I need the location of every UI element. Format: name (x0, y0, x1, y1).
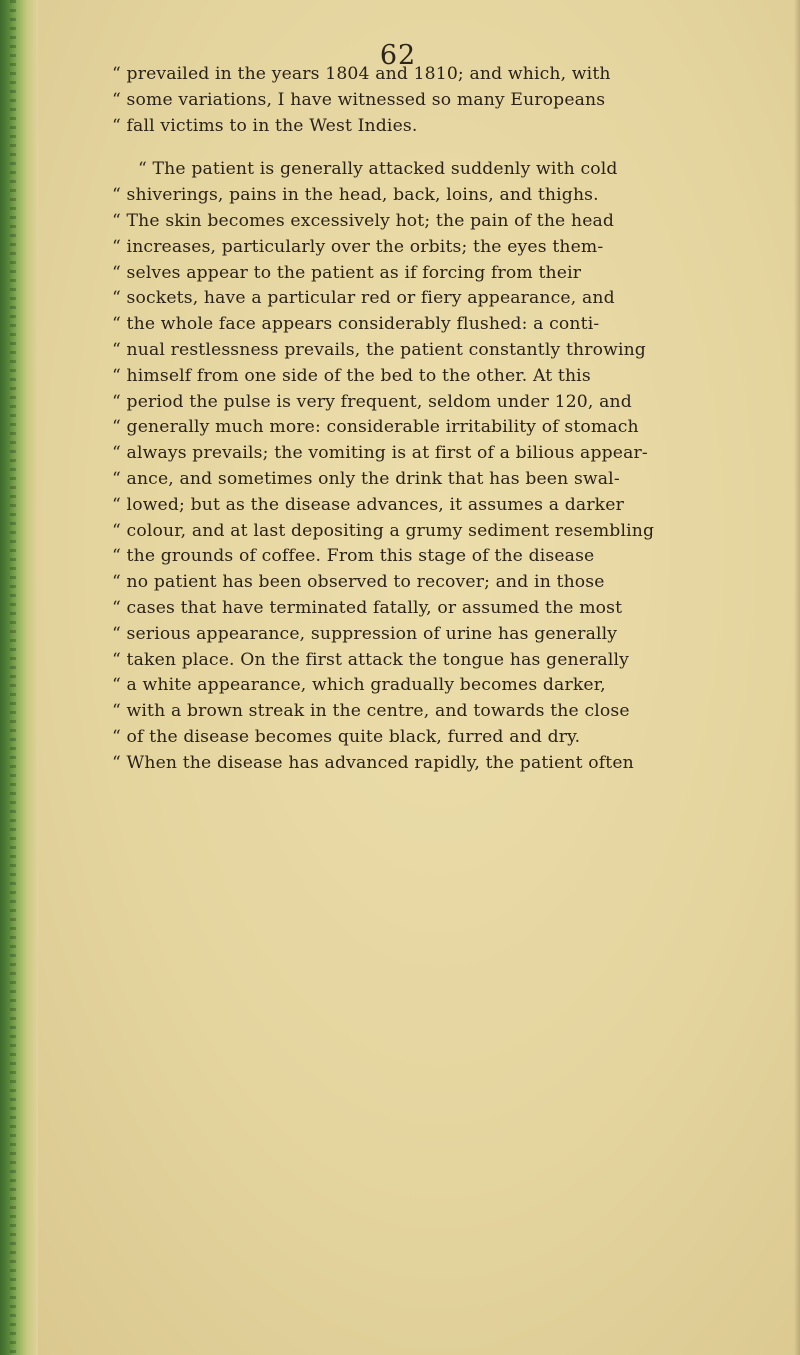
text-line: “ some variations, I have witnessed so many Europeans (112, 89, 606, 110)
text-line: “ sockets, have a particular red or fiery appearance, and (112, 288, 615, 309)
text-line: “ fall victims to in the West Indies. (112, 115, 418, 136)
page-number: 62 (379, 40, 417, 71)
body-text (112, 62, 772, 777)
text-line: “ a white appearance, which gradually becomes darker, (112, 675, 606, 696)
binding-stitching (10, 0, 16, 1355)
text-line: “ serious appearance, suppression of urine has generally (112, 623, 618, 644)
text-line: “ the whole face appears considerably flushed: a conti- (112, 314, 600, 335)
text-line: “ The skin becomes excessively hot; the pain of the head (112, 210, 615, 231)
paragraph-2 (112, 157, 772, 776)
text-line: “ the grounds of coffee. From this stage of the disease (112, 546, 595, 567)
book-binding-edge (0, 0, 38, 1355)
text-line: “ increases, particularly over the orbits; the eyes them- (112, 236, 604, 257)
text-line: “ When the disease has advanced rapidly, the patient often (112, 752, 634, 773)
text-line: “ nual restlessness prevails, the patient constantly throwing (112, 339, 646, 360)
text-line: “ of the disease becomes quite black, furred and dry. (112, 726, 581, 747)
text-line: “ taken place. On the first attack the tongue has generally (112, 649, 629, 670)
text-line: “ period the pulse is very frequent, seldom under 120, and (112, 391, 632, 412)
text-line: “ lowed; but as the disease advances, it assumes a darker (112, 494, 624, 515)
text-line: “ no patient has been observed to recover; and in those (112, 572, 605, 593)
text-line: “ shiverings, pains in the head, back, loins, and thighs. (112, 185, 599, 206)
text-line: “ with a brown streak in the centre, and towards the close (112, 701, 630, 722)
text-line: “ ance, and sometimes only the drink that has been swal- (112, 468, 620, 489)
text-line: “ selves appear to the patient as if forcing from their (112, 262, 582, 283)
text-line: “ himself from one side of the bed to the other. At this (112, 365, 591, 386)
page-edge-shadow (794, 0, 800, 1355)
text-line: “ cases that have terminated fatally, or assumed the most (112, 597, 623, 618)
text-line: “ colour, and at last depositing a grumy sediment resembling (112, 520, 655, 541)
text-line: “ prevailed in the years 1804 and 1810; and which, with (112, 64, 611, 84)
text-line: “ The patient is generally attacked suddenly with cold (138, 159, 618, 180)
paragraph-1 (112, 62, 772, 139)
text-line: “ generally much more: considerable irritability of stomach (112, 417, 639, 438)
paragraph-gap (112, 139, 772, 157)
text-line: “ always prevails; the vomiting is at first of a bilious appear- (112, 443, 648, 464)
